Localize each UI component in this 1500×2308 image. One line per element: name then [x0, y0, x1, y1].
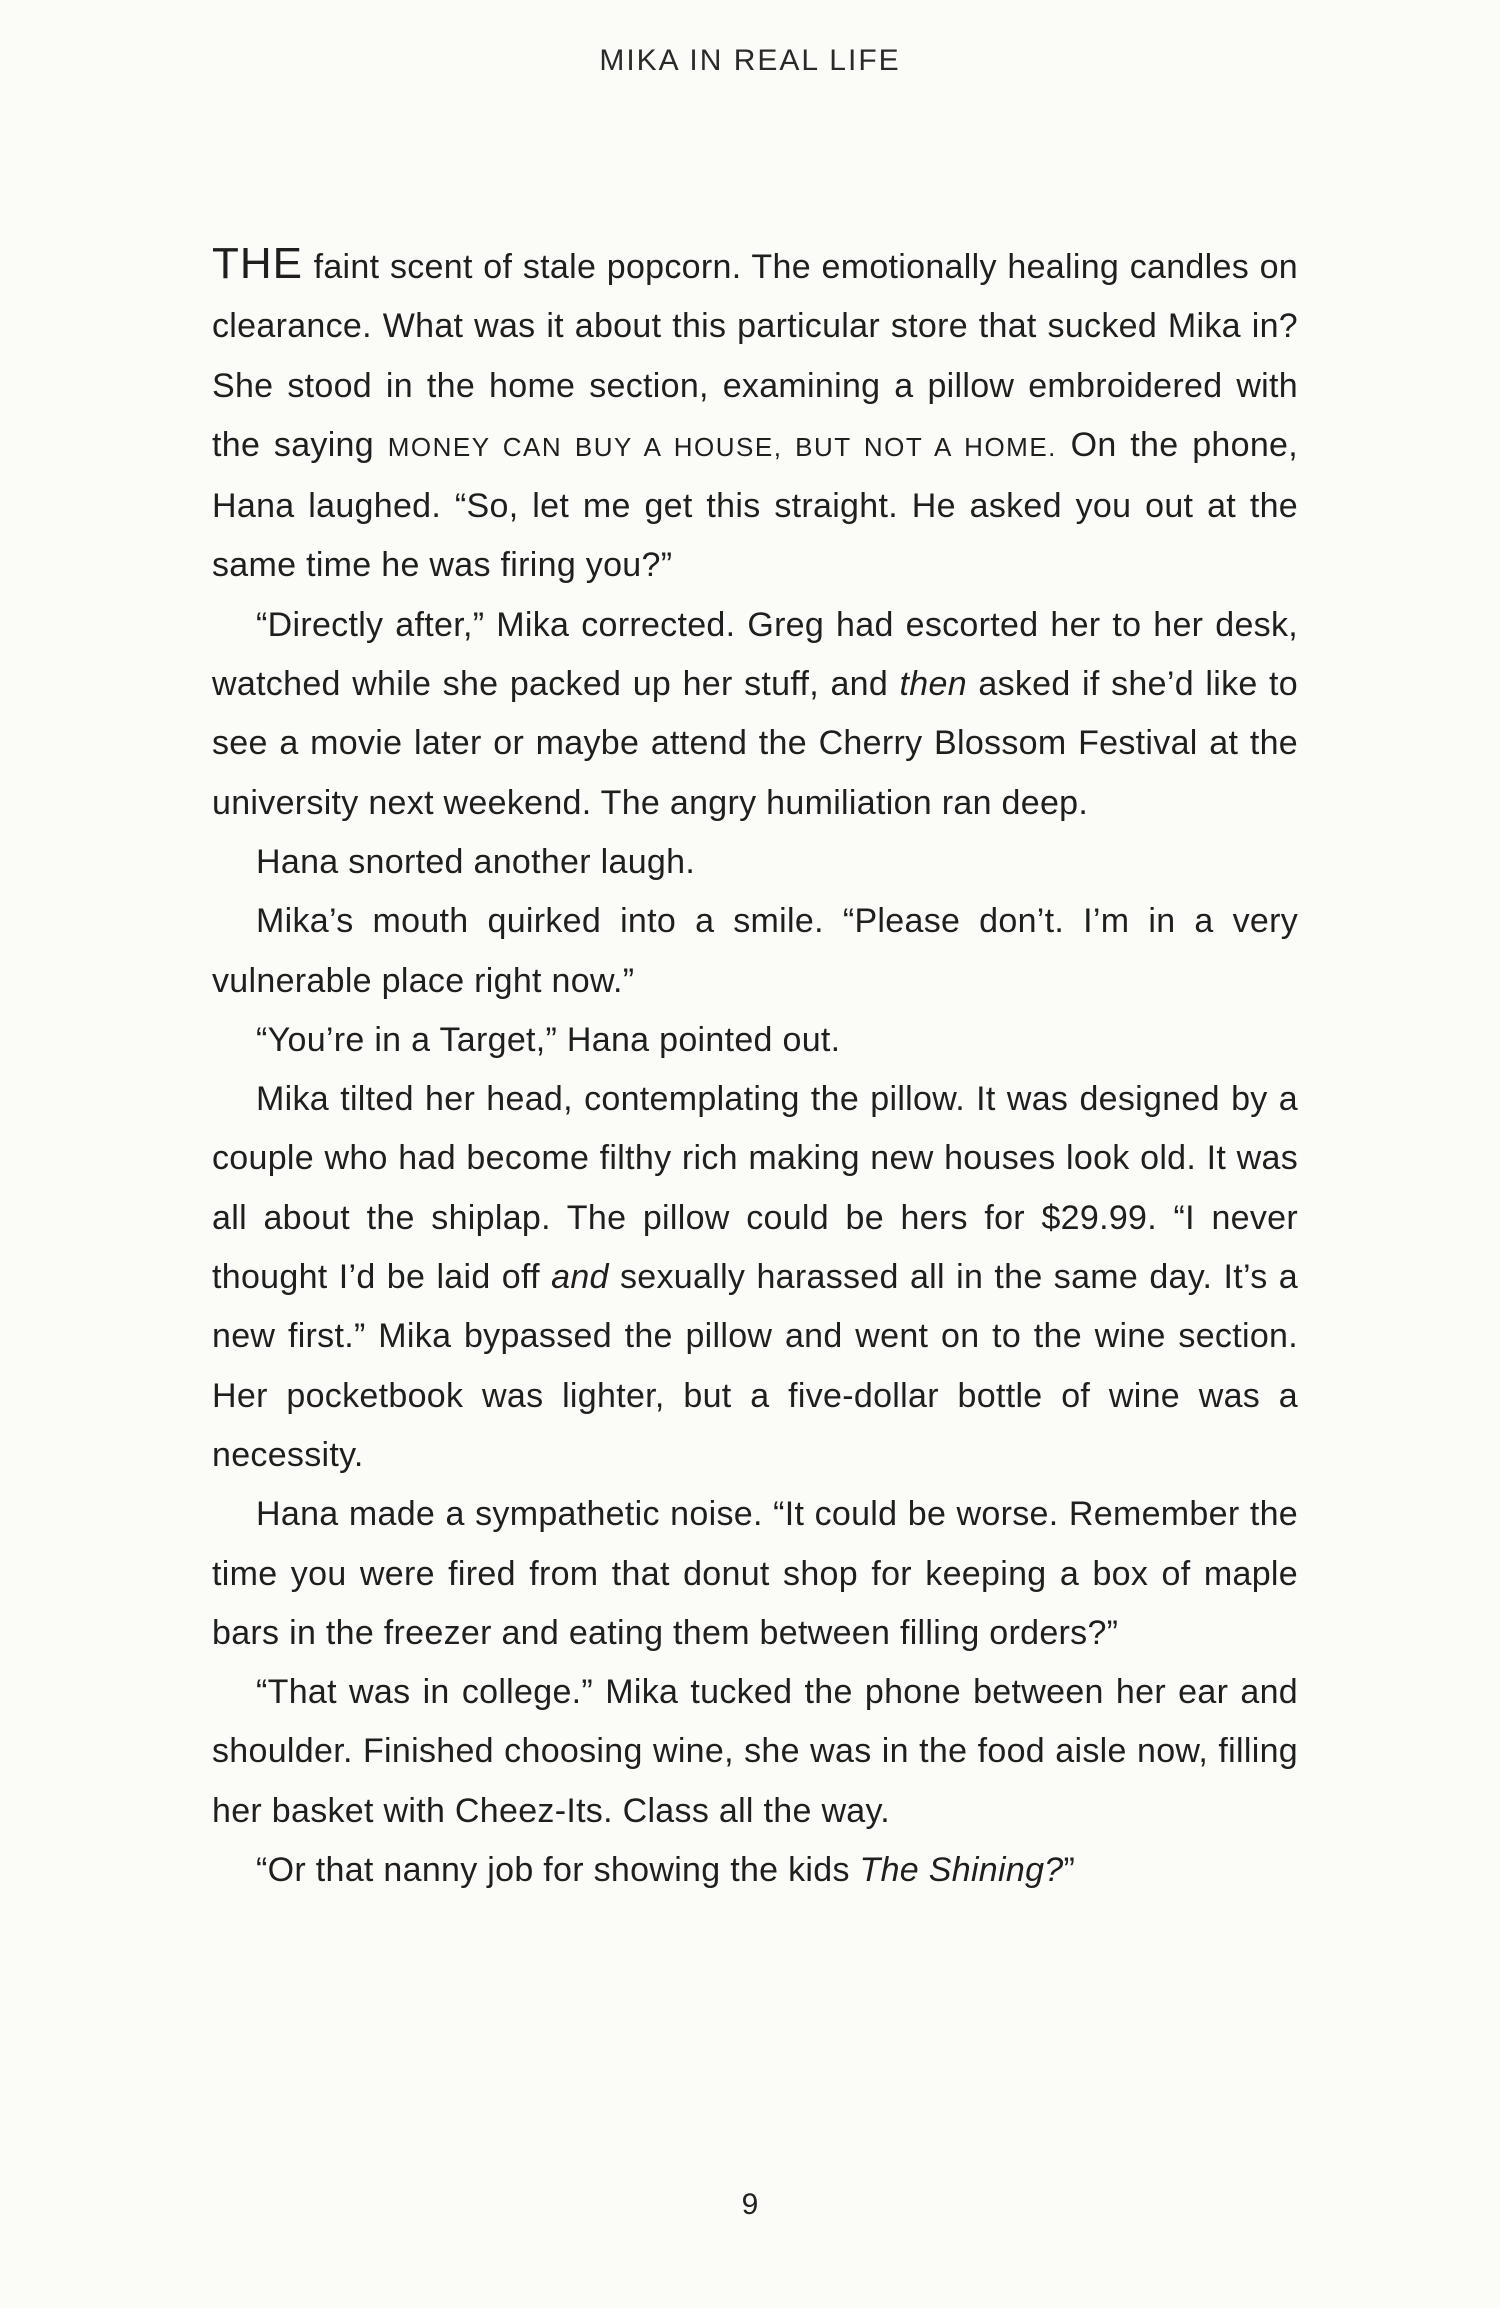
body-text	[212, 234, 1298, 1900]
paragraph-1	[212, 234, 1298, 596]
paragraph-2-italic: then	[899, 665, 967, 704]
paragraph-6-italic: and	[551, 1258, 609, 1297]
page-number: 9	[741, 2188, 759, 2221]
paragraph-3: Hana snorted another laugh.	[256, 842, 696, 881]
paragraph-7: Hana made a sympathetic noise. “It could be worse. Remember the time you were fired from that donut shop for keeping a box of maple bars in the freezer and eating them between filling orders?”	[212, 1495, 1298, 1652]
paragraph-9	[212, 1841, 1298, 1900]
paragraph-9-text-a: “Or that nanny job for showing the kids	[256, 1851, 860, 1890]
paragraph-5: “You’re in a Target,” Hana pointed out.	[256, 1020, 841, 1059]
paragraph-4: Mika’s mouth quirked into a smile. “Please don’t. I’m in a very vulnerable place right now.”	[212, 902, 1298, 1000]
paragraph-6-text-a: Mika tilted her head, contemplating the pillow. It was designed by a couple who had become filthy rich making new houses look old. It was all about the shiplap. The pillow could be hers for $29.99. “I never thought I’d be laid off	[212, 1080, 1298, 1297]
paragraph-2-text-b: asked if she’d like to see a movie later or maybe attend the Cherry Blossom Festival at the university next weekend. The angry humiliation ran deep.	[212, 665, 1298, 822]
running-head: MIKA IN REAL LIFE	[599, 44, 901, 77]
paragraph-1-text-b: On the phone, Hana laughed. “So, let me get this straight. He asked you out at the same time he was firing you?”	[212, 425, 1298, 585]
paragraph-6	[212, 1070, 1298, 1485]
pillow-saying-smallcaps: MONEY CAN BUY A HOUSE, BUT NOT A HOME.	[387, 431, 1057, 462]
paragraph-2-text-a: “Directly after,” Mika corrected. Greg had escorted her to her desk, watched while she packed up her stuff, and	[212, 605, 1298, 704]
paragraph-9-text-b: ”	[1063, 1851, 1076, 1890]
paragraph-9-italic: The Shining?	[859, 1851, 1064, 1890]
chapter-opener-word: THE	[212, 239, 303, 288]
paragraph-8: “That was in college.” Mika tucked the phone between her ear and shoulder. Finished choosing wine, she was in the food aisle now, filling her basket with Cheez-Its. Class all the way.	[212, 1673, 1298, 1830]
paragraph-2	[212, 596, 1298, 833]
paragraph-1-text-a: faint scent of stale popcorn. The emotionally healing candles on clearance. What was it about this particular store that sucked Mika in? She stood in the home section, examining a pillow embroidered with the saying	[212, 248, 1298, 464]
paragraph-6-text-b: sexually harassed all in the same day. It’s a new first.” Mika bypassed the pillow and went on to the wine section. Her pocketbook was lighter, but a five-dollar bottle of wine was a necessity.	[212, 1258, 1298, 1474]
